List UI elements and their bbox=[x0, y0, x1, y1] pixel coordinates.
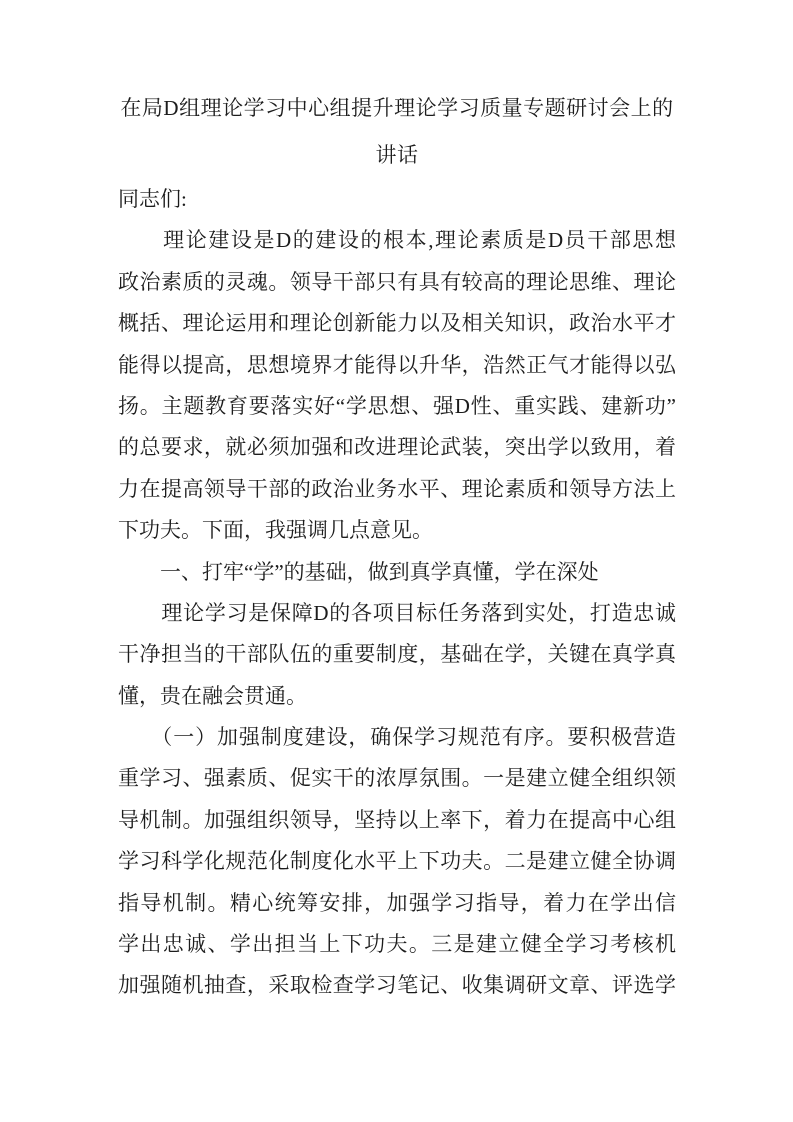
body-line: 概括、理论运用和理论创新能力以及相关知识，政治水平才 bbox=[118, 311, 676, 336]
body-line: 理论建设是D的建设的根本,理论素质是D员干部思想 bbox=[118, 228, 676, 253]
body-line: 干净担当的干部队伍的重要制度，基础在学，关键在真学真 bbox=[118, 642, 676, 667]
document-title-line-2: 讲话 bbox=[375, 143, 419, 167]
body-line: 下功夫。下面，我强调几点意见。 bbox=[118, 518, 433, 543]
body-line: 力在提高领导干部的政治业务水平、理论素质和领导方法上 bbox=[118, 476, 676, 501]
body-line: 加强随机抽查，采取检查学习笔记、收集调研文章、评选学 bbox=[118, 973, 676, 998]
salutation: 同志们: bbox=[118, 187, 187, 211]
body-line: 能得以提高，思想境界才能得以升华，浩然正气才能得以弘 bbox=[118, 352, 676, 377]
body-line: 的总要求，就必须加强和改进理论武装，突出学以致用，着 bbox=[118, 435, 676, 460]
body-line: 导机制。加强组织领导，坚持以上率下，着力在提高中心组 bbox=[118, 807, 676, 832]
body-line: 学出忠诚、学出担当上下功夫。三是建立健全学习考核机 bbox=[118, 932, 676, 957]
body-line: 扬。主题教育要落实好“学思想、强D性、重实践、建新功” bbox=[118, 393, 676, 418]
body-line: 重学习、强素质、促实干的浓厚氛围。一是建立健全组织领 bbox=[118, 766, 676, 791]
body-line: 学习科学化规范化制度化水平上下功夫。二是建立健全协调 bbox=[118, 849, 676, 874]
body-line: 政治素质的灵魂。领导干部只有具有较高的理论思维、理论 bbox=[118, 269, 676, 294]
body-line: 指导机制。精心统筹安排，加强学习指导，着力在学出信 bbox=[118, 890, 676, 915]
body-line: 懂，贵在融会贯通。 bbox=[118, 683, 307, 708]
document-title-line-1: 在局D组理论学习中心组提升理论学习质量专题研讨会上的 bbox=[120, 96, 674, 120]
section-heading-line: 一、打牢“学”的基础，做到真学真懂，学在深处 bbox=[118, 559, 599, 584]
body-line: 理论学习是保障D的各项目标任务落到实处，打造忠诚 bbox=[118, 600, 676, 625]
subsection-heading-line: （一）加强制度建设，确保学习规范有序。要积极营造 bbox=[118, 725, 676, 750]
